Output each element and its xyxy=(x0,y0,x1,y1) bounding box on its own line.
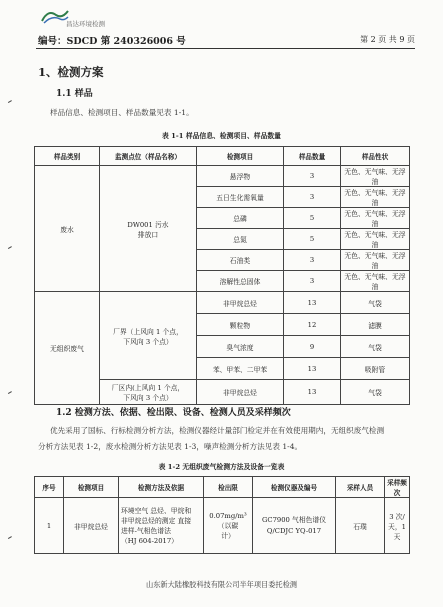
header-cell: 检测项目 xyxy=(64,477,119,498)
limit-cell: 0.07mg/m³ （以碳 计） xyxy=(204,498,253,554)
margin-mark xyxy=(8,100,12,103)
subsection-methods: 1.2 检测方法、依据、检出限、设备、检测人员及采样频次 xyxy=(56,408,291,418)
category-cell: 无组织废气 xyxy=(35,292,100,405)
methods-paragraph-1: 优先采用了国标、行标检测分析方法，检测仪器经计量部门检定并在有效使用期内，无组织废气检测 xyxy=(50,426,385,435)
methods-table xyxy=(34,476,410,554)
table-row xyxy=(35,498,410,554)
qty-cell: 3 xyxy=(284,166,341,187)
sampler-cell: 石璞 xyxy=(336,498,385,554)
header-cell: 序号 xyxy=(35,477,64,498)
header-cell: 样品类别 xyxy=(35,147,100,166)
document-number: 编号：SDCD 第 240326006 号 xyxy=(38,36,186,47)
page-info: 第 2 页 共 9 页 xyxy=(360,35,415,44)
table-row xyxy=(35,292,410,314)
header-cell: 采样人员 xyxy=(336,477,385,498)
subsection-samples: 1.1 样品 xyxy=(56,89,93,99)
item-cell: 总氮 xyxy=(197,229,284,250)
point-cell: 厂区内(上风向 1 个点， 下风向 3 个点） xyxy=(100,380,197,405)
item-cell: 溶解性总固体 xyxy=(197,271,284,292)
category-cell: 废水 xyxy=(35,166,100,292)
qty-cell: 3 xyxy=(284,271,341,292)
nature-cell: 无色、无气味、无浮油 xyxy=(341,250,410,271)
nature-cell: 无色、无气味、无浮油 xyxy=(341,208,410,229)
qty-cell: 5 xyxy=(284,229,341,250)
logo-text: 昌达环境检测 xyxy=(66,20,105,28)
nature-cell: 无色、无气味、无浮油 xyxy=(341,229,410,250)
margin-mark xyxy=(8,246,12,249)
margin-mark xyxy=(8,536,12,539)
qty-cell: 3 xyxy=(284,187,341,208)
table2-caption: 表 1-2 无组织废气检测方法及设备一览表 xyxy=(158,463,285,471)
qty-cell: 5 xyxy=(284,208,341,229)
header-cell: 采样频次 xyxy=(385,477,410,498)
point-cell: DW001 污水 排放口 xyxy=(100,166,197,292)
table-row xyxy=(35,166,410,187)
qty-cell: 12 xyxy=(284,314,341,336)
instrument-cell: GC7900 气相色谱仪 Q/CDJC YQ-017 xyxy=(253,498,336,554)
item-cell: 苯、甲苯、二甲苯 xyxy=(197,358,284,380)
header-cell: 检测项目 xyxy=(197,147,284,166)
item-cell: 非甲烷总烃 xyxy=(197,380,284,405)
item-cell: 悬浮物 xyxy=(197,166,284,187)
item-cell: 总磷 xyxy=(197,208,284,229)
qty-cell: 13 xyxy=(284,292,341,314)
item-cell: 非甲烷总烃 xyxy=(197,292,284,314)
samples-paragraph: 样品信息、检测项目、样品数量见表 1-1。 xyxy=(50,108,194,117)
item-cell: 五日生化需氧量 xyxy=(197,187,284,208)
table-header-row xyxy=(35,147,410,166)
header-cell: 监测点位（样品名称） xyxy=(100,147,197,166)
item-cell: 臭气浓度 xyxy=(197,336,284,358)
nature-cell: 气袋 xyxy=(341,380,410,405)
item-cell: 颗粒物 xyxy=(197,314,284,336)
qty-cell: 3 xyxy=(284,250,341,271)
header-cell: 检测仪器及编号 xyxy=(253,477,336,498)
header-cell: 检测方法及依据 xyxy=(119,477,204,498)
nature-cell: 气袋 xyxy=(341,292,410,314)
sample-info-table xyxy=(34,146,410,405)
nature-cell: 吸附管 xyxy=(341,358,410,380)
header-divider xyxy=(36,48,415,49)
nature-cell: 无色、无气味、无浮油 xyxy=(341,187,410,208)
frequency-cell: 3 次/天，1 天 xyxy=(385,498,410,554)
nature-cell: 气袋 xyxy=(341,336,410,358)
section-title: 1、检测方案 xyxy=(38,65,104,79)
nature-cell: 无色、无气味、无浮油 xyxy=(341,166,410,187)
method-cell: 环境空气 总烃、甲烷和 非甲烷总烃的测定 直接 进样-气相色谱法 （HJ 604-2017） xyxy=(119,498,204,554)
margin-mark xyxy=(8,391,12,394)
methods-paragraph-2: 分析方法见表 1-2，废水检测分析方法见表 1-3，噪声检测分析方法见表 1-4。 xyxy=(38,442,303,451)
qty-cell: 9 xyxy=(284,336,341,358)
point-cell: 厂界（上风向 1 个点， 下风向 3 个点） xyxy=(100,292,197,380)
qty-cell: 13 xyxy=(284,358,341,380)
no-cell: 1 xyxy=(35,498,64,554)
nature-cell: 滤膜 xyxy=(341,314,410,336)
header-cell: 检出限 xyxy=(204,477,253,498)
header-cell: 样品数量 xyxy=(284,147,341,166)
table1-caption: 表 1-1 样品信息、检测项目、样品数量 xyxy=(162,132,281,140)
nature-cell: 无色、无气味、无浮油 xyxy=(341,271,410,292)
table-header-row xyxy=(35,477,410,498)
header-cell: 样品性状 xyxy=(341,147,410,166)
qty-cell: 13 xyxy=(284,380,341,405)
item-cell: 非甲烷总烃 xyxy=(64,498,119,554)
item-cell: 石油类 xyxy=(197,250,284,271)
page-footer: 山东新大陆橡胶科技有限公司半年项目委托检测 xyxy=(146,580,297,589)
